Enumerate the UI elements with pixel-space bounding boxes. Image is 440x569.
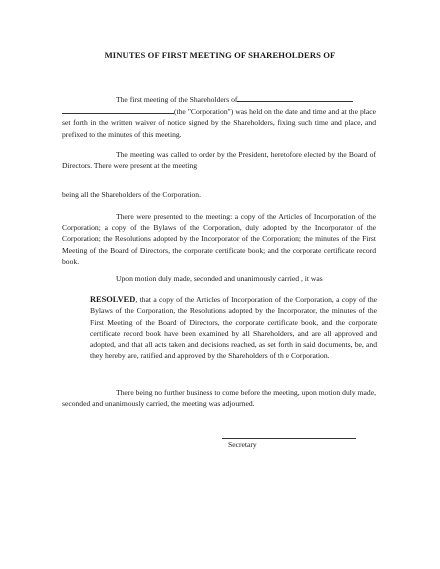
resolution-paragraph <box>90 294 377 362</box>
paragraph-motion: Upon motion duly made, seconded and unanimously carried , it was <box>116 274 323 283</box>
paragraph-documents-presented: There were presented to the meeting: a copy of the Articles of Incorporation of the Corporation; a copy of the Bylaws of the Corporation, duly adopted by the Incorporator of the Corporation; the Resolutions adopted by the Incorporator of the Corporation; the minutes of the First Meeting of the Board of Directors, the corporate certificate book; and the corporate certificate record book. <box>62 212 376 266</box>
paragraph-called-to-order: The meeting was called to order by the President, heretofore elected by the Board of Directors. There were present at the meeting <box>62 150 376 171</box>
paragraph-all-shareholders: being all the Shareholders of the Corporation. <box>62 190 201 199</box>
paragraph-meeting-held <box>62 93 376 140</box>
corporation-name-blank-2[interactable] <box>62 105 174 114</box>
paragraph-adjourned: There being no further business to come before the meeting, upon motion duly made, seconded and unanimously carried, the meeting was adjourned. <box>62 388 376 409</box>
paragraph-meeting-held-intro: The first meeting of the Shareholders of <box>116 95 238 104</box>
paragraph-meeting-held-body: (the "Corporation") was held on the date and time and at the place set forth in the written waiver of notice signed by the Shareholders, fixing such time and place, and prefixed to the minutes of this meeting. <box>62 107 376 139</box>
resolved-heading: RESOLVED <box>90 295 136 304</box>
corporation-name-blank-1[interactable] <box>237 93 353 102</box>
signature-line[interactable] <box>222 438 356 439</box>
signature-label: Secretary <box>228 440 257 449</box>
document-title: MINUTES OF FIRST MEETING OF SHAREHOLDERS OF <box>104 50 336 60</box>
resolution-text: , that a copy of the Articles of Incorporation of the Corporation, a copy of the Bylaws of the Corporation, the Resolutions adopted by the Incorporator, the minutes of the First Meeting of the Board of Directors, the corporate certificate book, and the corporate certificate record book have been examined by all Shareholders, and are all approved and adopted, and that all acts taken and decisions reached, as set forth in said documents, be, and they hereby are, ratified and approved by the Shareholders of th e Corporation. <box>90 295 377 361</box>
